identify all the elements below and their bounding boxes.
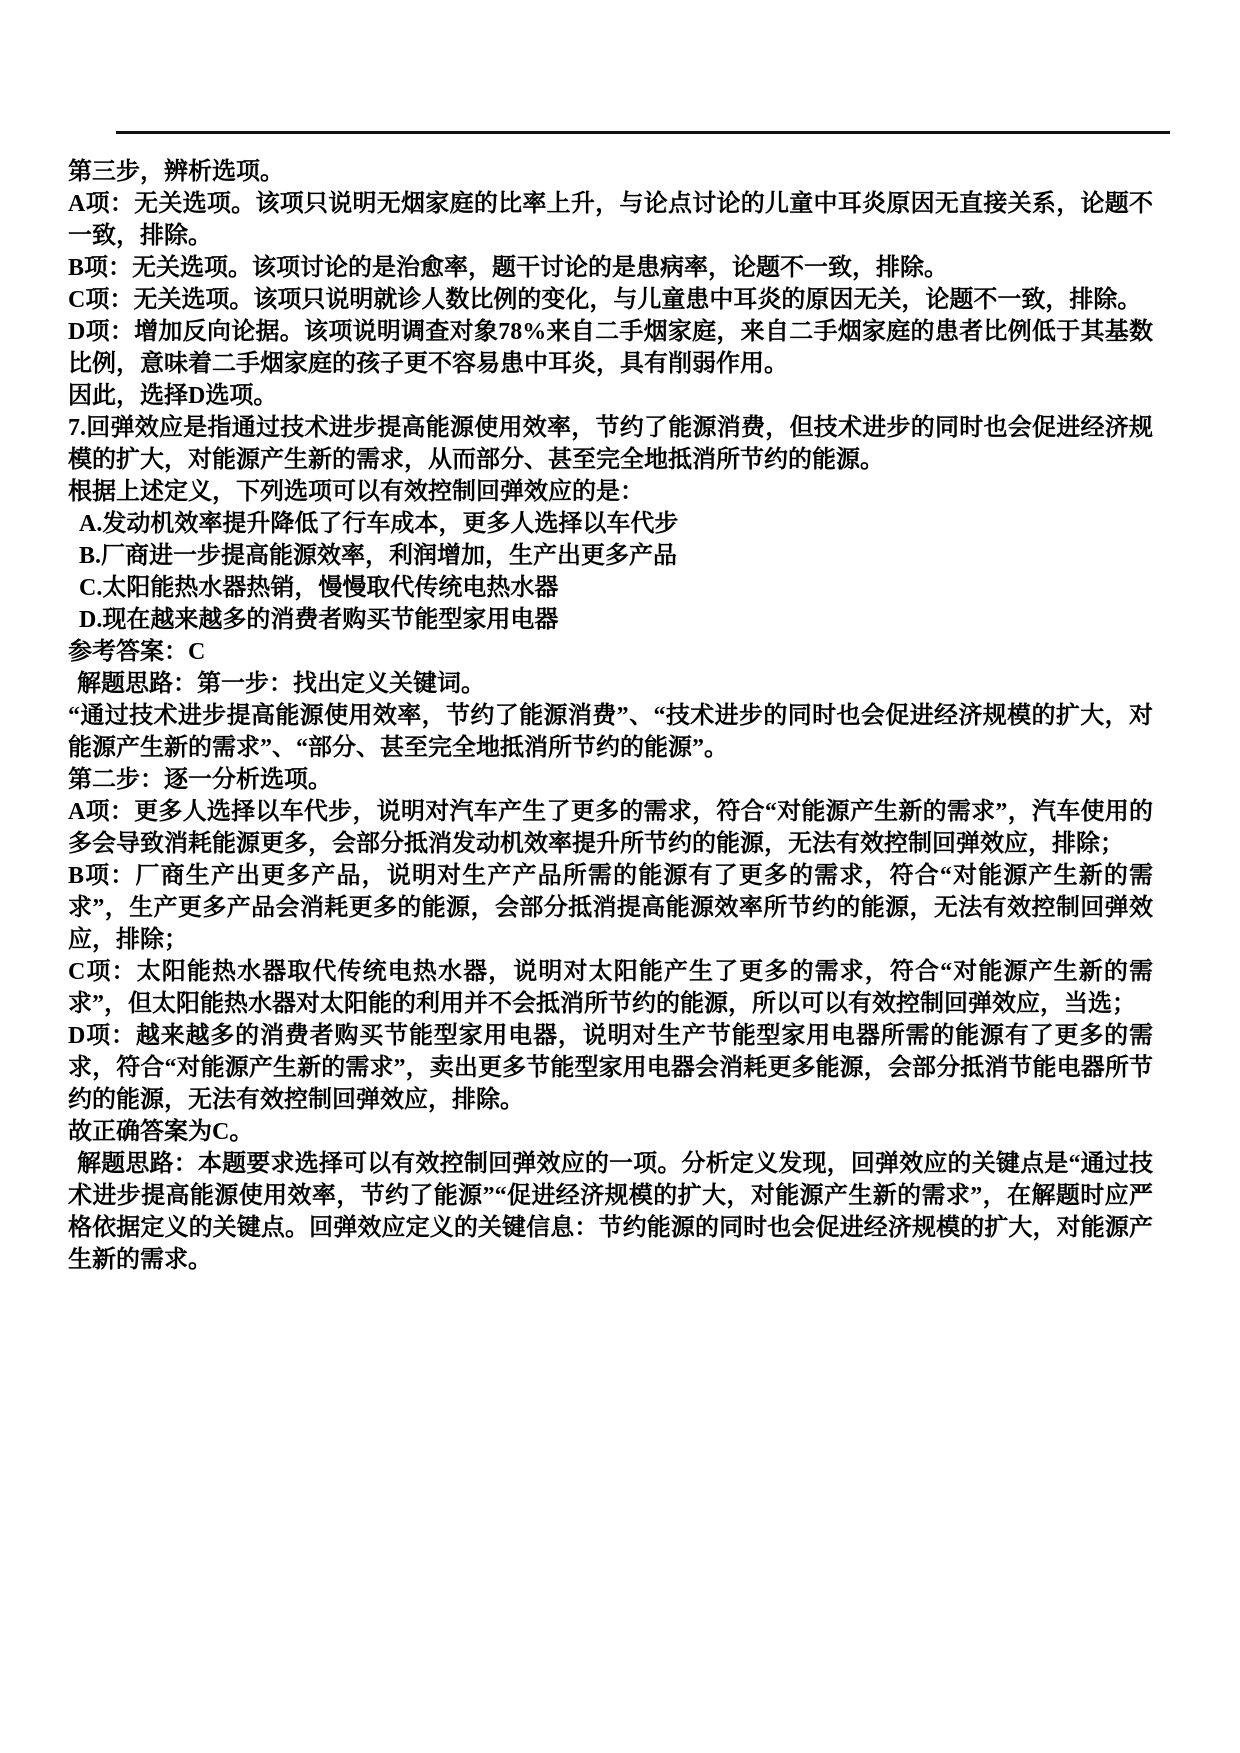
prev-question-analysis: [68, 156, 1153, 412]
analysis-option-a: A项：更多人选择以车代步，说明对汽车产生了更多的需求，符合“对能源产生新的需求”，汽车使用的多会导致消耗能源更多，会部分抵消发动机效率提升所节约的能源，无法有效控制回弹效应，排除；: [68, 799, 1153, 857]
prev-option-a-analysis: A项：无关选项。该项只说明无烟家庭的比率上升，与论点讨论的儿童中耳炎原因无直接关系，论题不一致，排除。: [68, 191, 1153, 249]
option-a: A.发动机效率提升降低了行车成本，更多人选择以车代步: [79, 511, 679, 537]
prev-conclusion: 因此，选择D选项。: [68, 383, 278, 409]
prev-option-b-analysis: B项：无关选项。该项讨论的是治愈率，题干讨论的是患病率，论题不一致，排除。: [68, 255, 949, 281]
analysis-option-c: C项：太阳能热水器取代传统电热水器，说明对太阳能产生了更多的需求，符合“对能源产生新的需求”，但太阳能热水器对太阳能的利用并不会抵消所节约的能源，所以可以有效控制回弹效应，当选；: [68, 959, 1153, 1017]
question-lead: 根据上述定义，下列选项可以有效控制回弹效应的是：: [68, 479, 644, 505]
analysis-keywords: “通过技术进步提高能源使用效率，节约了能源消费”、“技术进步的同时也会促进经济规模的扩大，对能源产生新的需求”、“部分、甚至完全地抵消所节约的能源”。: [68, 703, 1153, 761]
analysis-option-b: B项：厂商生产出更多产品，说明对生产产品所需的能源有了更多的需求，符合“对能源产生新的需求”，生产更多产品会消耗更多的能源，会部分抵消提高能源效率所节约的能源，无法有效控制回弹效应，排除；: [68, 863, 1153, 953]
reference-answer: 参考答案：C: [68, 639, 206, 665]
analysis-step2: 第二步：逐一分析选项。: [68, 767, 332, 793]
step3-heading: 第三步，辨析选项。: [68, 159, 284, 185]
question-7: [68, 412, 1153, 1276]
header-divider: [116, 131, 1170, 134]
prev-option-c-analysis: C项：无关选项。该项只说明就诊人数比例的变化，与儿童患中耳炎的原因无关，论题不一致，排除。: [68, 287, 1142, 313]
analysis-alternative: 解题思路：本题要求选择可以有效控制回弹效应的一项。分析定义发现，回弹效应的关键点是“通过技术进步提高能源使用效率，节约了能源”“促进经济规模的扩大，对能源产生新的需求”，在解题时应严格依据定义的关键点。回弹效应定义的关键信息：节约能源的同时也会促进经济规模的扩大，对能源产生新的需求。: [68, 1151, 1153, 1273]
analysis-option-d: D项：越来越多的消费者购买节能型家用电器，说明对生产节能型家用电器所需的能源有了更多的需求，符合“对能源产生新的需求”，卖出更多节能型家用电器会消耗更多能源，会部分抵消节能电器所节约的能源，无法有效控制回弹效应，排除。: [68, 1023, 1153, 1113]
option-d: D.现在越来越多的消费者购买节能型家用电器: [79, 607, 559, 633]
document-content: [68, 156, 1153, 1276]
analysis-conclusion: 故正确答案为C。: [68, 1119, 254, 1145]
option-c: C.太阳能热水器热销，慢慢取代传统电热水器: [79, 575, 559, 601]
analysis-step1: 解题思路：第一步：找出定义关键词。: [77, 671, 485, 697]
option-b: B.厂商进一步提高能源效率，利润增加，生产出更多产品: [79, 543, 678, 569]
question-stem: 7.回弹效应是指通过技术进步提高能源使用效率，节约了能源消费，但技术进步的同时也会促进经济规模的扩大，对能源产生新的需求，从而部分、甚至完全地抵消所节约的能源。: [68, 415, 1153, 473]
prev-option-d-analysis: D项：增加反向论据。该项说明调查对象78%来自二手烟家庭，来自二手烟家庭的患者比例低于其基数比例，意味着二手烟家庭的孩子更不容易患中耳炎，具有削弱作用。: [68, 319, 1153, 377]
